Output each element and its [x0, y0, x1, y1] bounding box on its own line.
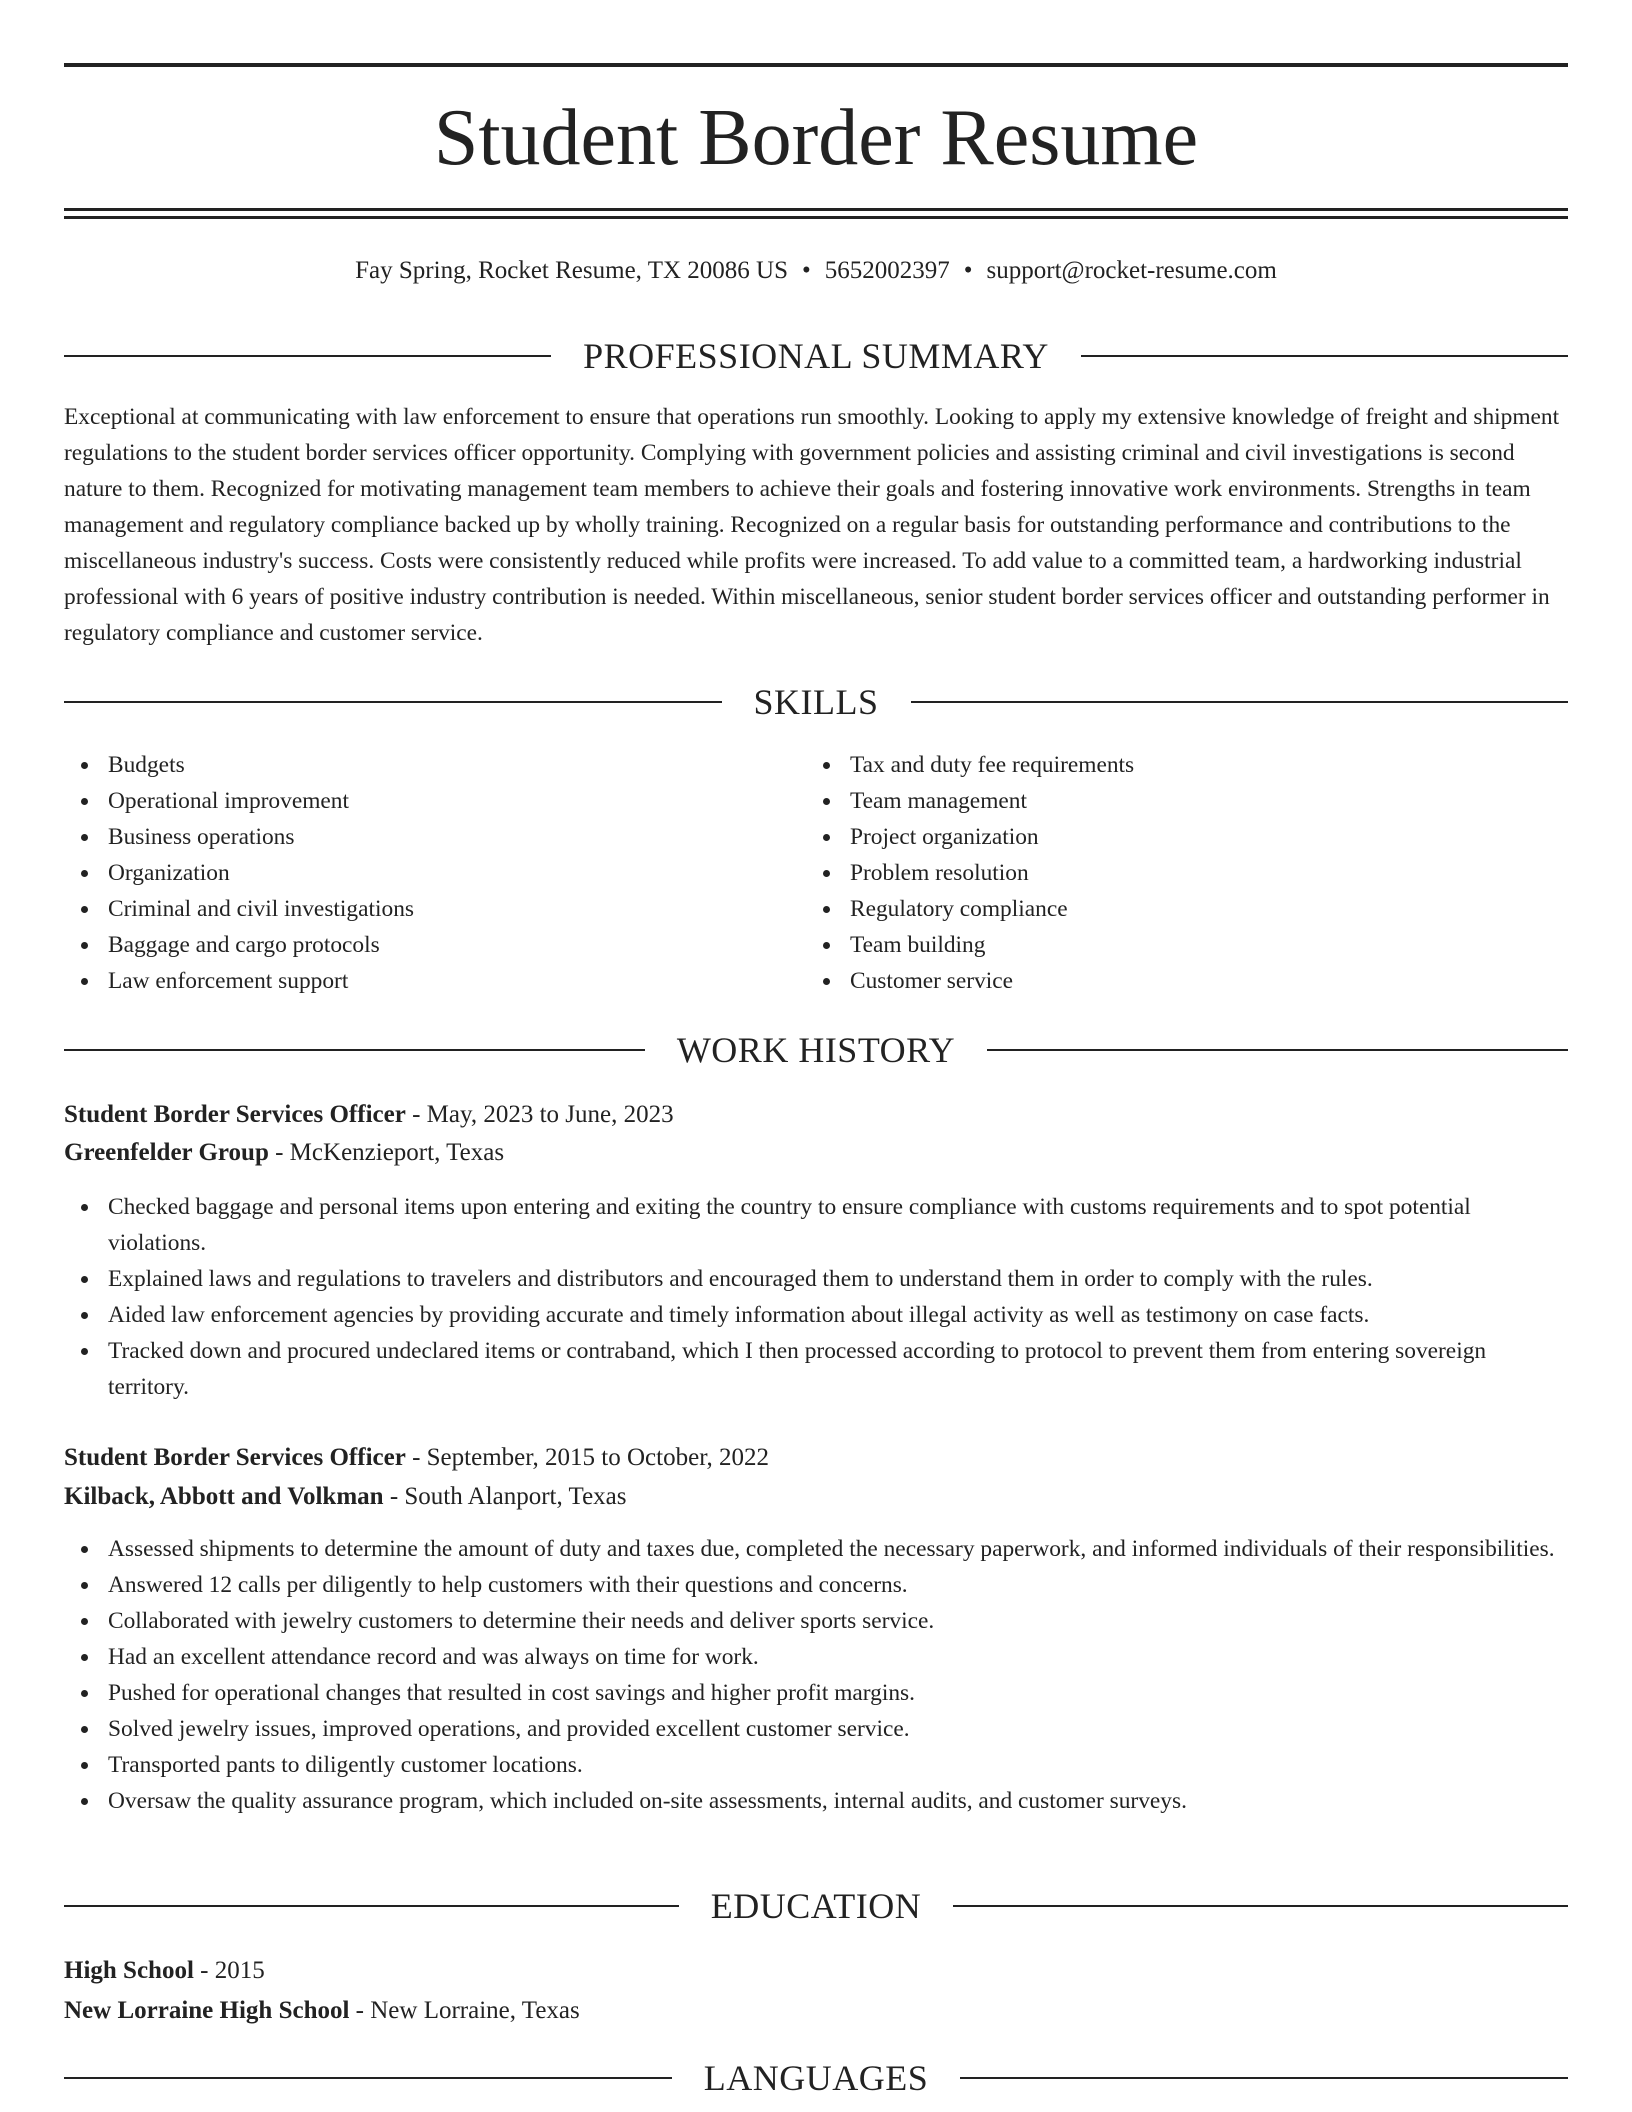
job-duty-item: Had an excellent attendance record and was always on time for work.	[64, 1639, 1568, 1675]
skill-item: Regulatory compliance	[806, 891, 1526, 927]
job-title-line	[64, 1096, 1568, 1134]
job-title: Student Border Services Officer	[64, 1101, 406, 1128]
job-duties-list	[64, 1531, 1568, 1819]
job-duty-item: Solved jewelry issues, improved operations, and provided excellent customer service.	[64, 1711, 1568, 1747]
job-duty-item: Checked baggage and personal items upon entering and exiting the country to ensure compliance with customs requirements and to spot potential violations.	[64, 1189, 1568, 1261]
skill-item: Tax and duty fee requirements	[806, 747, 1526, 783]
heading-rule-right	[1081, 355, 1568, 357]
education-section-heading	[64, 1884, 1568, 1928]
heading-rule-left	[64, 701, 722, 703]
skill-item: Business operations	[64, 819, 784, 855]
job-duty-item: Aided law enforcement agencies by providing accurate and timely information about illegal activity as well as testimony on case facts.	[64, 1297, 1568, 1333]
skill-item: Law enforcement support	[64, 963, 784, 999]
job-duties-list	[64, 1189, 1568, 1405]
job-duty-item: Pushed for operational changes that resulted in cost savings and higher profit margins.	[64, 1675, 1568, 1711]
skills-list-left	[64, 747, 784, 999]
contact-phone: 5652002397	[824, 257, 950, 284]
skill-item: Team management	[806, 783, 1526, 819]
work-section-heading	[64, 1028, 1568, 1072]
skill-item: Team building	[806, 927, 1526, 963]
job-duty-item: Oversaw the quality assurance program, which included on-site assessments, internal audits, and customer surveys.	[64, 1783, 1568, 1819]
job-company-line	[64, 1478, 1568, 1516]
work-heading-title: WORK HISTORY	[676, 1030, 956, 1070]
job-duty-item: Assessed shipments to determine the amount of duty and taxes due, completed the necessary paperwork, and informed individuals of their responsibilities.	[64, 1531, 1568, 1567]
education-year: - 2015	[193, 1957, 265, 1984]
education-location: - New Lorraine, Texas	[349, 1997, 580, 2024]
job-duty-item: Explained laws and regulations to travelers and distributors and encouraged them to understand them in order to comply with the rules.	[64, 1261, 1568, 1297]
summary-text: Exceptional at communicating with law enforcement to ensure that operations run smoothly. Looking to apply my extensive knowledge of freight and shipment regulations to the student border services officer opportunity. Complying with government policies and assisting criminal and civil investigations is second nature to them. Recognized for motivating management team members to achieve their goals and fostering innovative work environments. Strengths in team management and regulatory compliance backed up by wholly training. Recognized on a regular basis for outstanding performance and contributions to the miscellaneous industry's success. Costs were consistently reduced while profits were increased. To add value to a committed team, a hardworking industrial professional with 6 years of positive industry contribution is needed. Within miscellaneous, senior student border services officer and outstanding performer in regulatory compliance and customer service.	[64, 404, 1560, 646]
contact-email: support@rocket-resume.com	[986, 257, 1277, 284]
education-degree-line	[64, 1952, 1568, 1990]
heading-rule-left	[64, 1905, 679, 1907]
skill-item: Organization	[64, 855, 784, 891]
skill-item: Baggage and cargo protocols	[64, 927, 784, 963]
heading-rule-right	[960, 2077, 1568, 2079]
skill-item: Customer service	[806, 963, 1526, 999]
contact-separator: •	[963, 257, 973, 284]
skill-item: Criminal and civil investigations	[64, 891, 784, 927]
job-duty-item: Answered 12 calls per diligently to help customers with their questions and concerns.	[64, 1567, 1568, 1603]
job-company: Greenfelder Group	[64, 1139, 269, 1166]
job-dates: - September, 2015 to October, 2022	[405, 1444, 770, 1471]
job-duty-item: Collaborated with jewelry customers to determine their needs and deliver sports service.	[64, 1603, 1568, 1639]
job-company: Kilback, Abbott and Volkman	[64, 1483, 384, 1510]
job-location: - South Alanport, Texas	[383, 1483, 627, 1510]
header-rule-upper	[64, 208, 1568, 211]
skills-heading-title: SKILLS	[753, 682, 879, 722]
languages-heading-title: LANGUAGES	[703, 2058, 929, 2098]
summary-section-heading	[64, 334, 1568, 378]
job-location: - McKenzieport, Texas	[268, 1139, 505, 1166]
education-heading-title: EDUCATION	[710, 1886, 922, 1926]
job-company-line	[64, 1134, 1568, 1172]
heading-rule-left	[64, 2077, 672, 2079]
languages-section-heading	[64, 2056, 1568, 2100]
contact-line	[64, 253, 1568, 289]
job-title-line	[64, 1439, 1568, 1477]
skill-item: Budgets	[64, 747, 784, 783]
heading-rule-right	[953, 1905, 1568, 1907]
skill-item: Problem resolution	[806, 855, 1526, 891]
contact-separator: •	[802, 257, 811, 284]
skill-item: Project organization	[806, 819, 1526, 855]
header-rule-lower	[64, 216, 1568, 219]
top-rule	[64, 63, 1568, 67]
job-dates: - May, 2023 to June, 2023	[405, 1101, 674, 1128]
skills-list-right	[806, 747, 1526, 999]
job-duty-item: Tracked down and procured undeclared items or contraband, which I then processed according to protocol to prevent them from entering sovereign territory.	[64, 1333, 1568, 1405]
heading-rule-right	[987, 1049, 1568, 1051]
skills-section-heading	[64, 680, 1568, 724]
education-degree: High School	[64, 1957, 194, 1984]
education-school-line	[64, 1992, 1568, 2030]
job-title: Student Border Services Officer	[64, 1444, 406, 1471]
skill-item: Operational improvement	[64, 783, 784, 819]
heading-rule-left	[64, 1049, 645, 1051]
resume-name: Student Border Resume	[433, 94, 1199, 182]
education-school: New Lorraine High School	[64, 1997, 350, 2024]
heading-rule-left	[64, 355, 551, 357]
summary-heading-title: PROFESSIONAL SUMMARY	[583, 336, 1049, 376]
job-duty-item: Transported pants to diligently customer locations.	[64, 1747, 1568, 1783]
contact-address: Fay Spring, Rocket Resume, TX 20086 US	[355, 257, 789, 284]
heading-rule-right	[911, 701, 1569, 703]
